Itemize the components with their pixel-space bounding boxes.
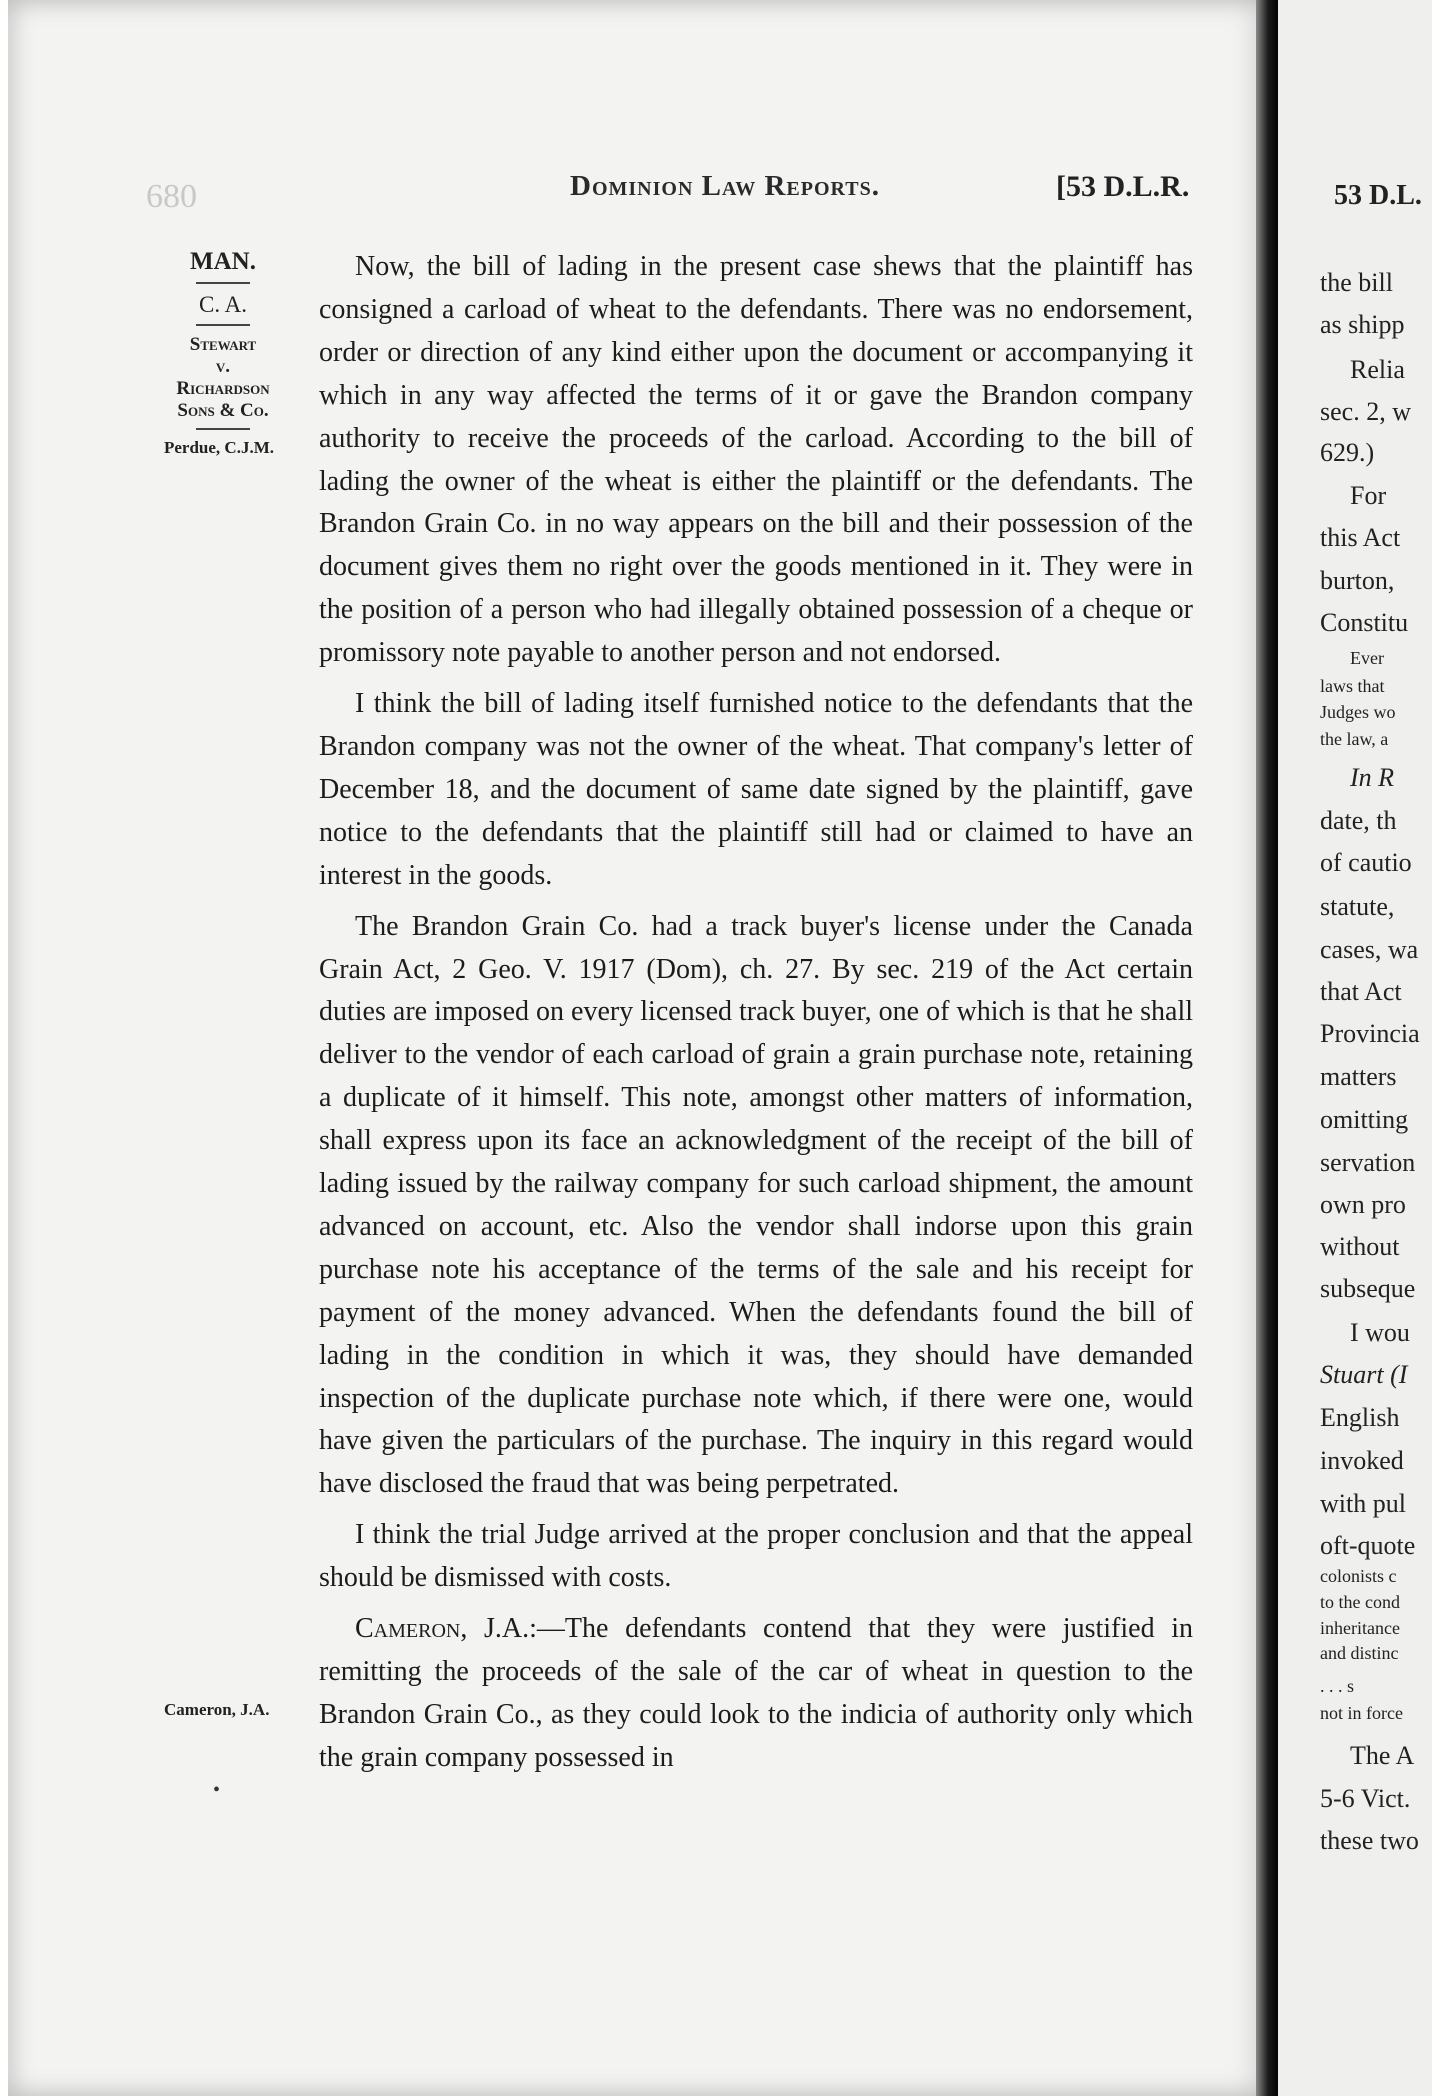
facing-page-line: laws that xyxy=(1320,676,1385,696)
facing-page-line: without xyxy=(1320,1232,1400,1261)
facing-page-line: sec. 2, w xyxy=(1320,397,1411,426)
judgment-text xyxy=(319,246,1193,1788)
divider xyxy=(196,428,250,430)
facing-page-line: as shipp xyxy=(1320,310,1405,339)
paragraph-text: :—The defendants contend that they were justified in remitting the proceeds of the sale of the car of wheat in question to the Brandon Grain Co., as they could look to the indicia of authority only which the grain company possessed in xyxy=(319,1613,1193,1773)
case-name-line: Stewart xyxy=(189,334,257,355)
facing-page-line: subseque xyxy=(1320,1274,1416,1303)
facing-page-line: and distinc xyxy=(1320,1643,1399,1663)
facing-page-line: oft-quote xyxy=(1320,1531,1416,1560)
case-name-line: Richardson xyxy=(176,378,270,399)
facing-page-line: the bill xyxy=(1320,268,1393,297)
facing-page-line: Stuart (I xyxy=(1320,1360,1408,1389)
paragraph: I think the bill of lading itself furnished notice to the defendants that the Brandon company was not the owner of the wheat. That company's letter of December 18, and the document of same date signed by the plaintiff, gave notice to the defendants that the plaintiff still had or claimed to have an interest in the goods. xyxy=(319,688,1193,891)
facing-page-line: Judges wo xyxy=(1320,702,1396,722)
court-label: MAN. xyxy=(190,248,256,275)
facing-page-line: . . . s xyxy=(1320,1676,1355,1696)
facing-page-line: burton, xyxy=(1320,566,1395,595)
facing-page-line: not in force xyxy=(1320,1703,1403,1723)
facing-page-line: colonists c xyxy=(1320,1566,1397,1586)
facing-page-line: inheritance xyxy=(1320,1618,1400,1638)
facing-page-line: of cautio xyxy=(1320,848,1412,877)
facing-page-line: with pul xyxy=(1320,1489,1406,1518)
facing-page-line: cases, wa xyxy=(1320,935,1419,964)
division-label: C. A. xyxy=(199,292,247,317)
paragraph: Now, the bill of lading in the present case shews that the plaintiff has consigned a carload of wheat to the defendants. There was no endorsement, order or direction of any kind either upon the document or accompanying it which in any way affected the terms of it or gave the Brandon company authority to receive the proceeds of the carload. According to the bill of lading the owner of the wheat is either the plaintiff or the defendants. The Brandon Grain Co. in no way appears on the bill and their possession of the document gives them no right over the goods mentioned in it. They were in the position of a person who had illegally obtained possession of a cheque or promissory note payable to another person and not endorsed. xyxy=(319,251,1193,669)
facing-page-line: I wou xyxy=(1350,1318,1410,1347)
book-gutter xyxy=(1256,0,1278,2096)
running-header-citation: [53 D.L.R. xyxy=(1056,170,1190,203)
facing-page-line: 5-6 Vict. xyxy=(1320,1784,1411,1813)
paragraph: The Brandon Grain Co. had a track buyer's license under the Canada Grain Act, 2 Geo. V. 1917 (Dom), ch. 27. By sec. 219 of the Act certain duties are imposed on every licensed track buyer, one of which is that he shall deliver to the vendor of each carload of grain a grain purchase note, retaining a duplicate of it himself. This note, amongst other matters of information, shall express upon its face an acknowledgment of the receipt of the bill of lading issued by the railway company for such carload shipment, the amount advanced on account, etc. Also the vendor shall indorse upon this grain purchase note his acceptance of the terms of the sale and his receipt for payment of the money advanced. When the defendants found the bill of lading in the condition in which it was, they should have demanded inspection of the duplicate purchase note which, if there were one, would have given the particulars of the purchase. The inquiry in this regard would have disclosed the fraud that was being perpetrated. xyxy=(319,910,1193,1500)
case-name-line: v. xyxy=(215,356,231,377)
facing-page-line: statute, xyxy=(1320,892,1395,921)
facing-page-line: For xyxy=(1350,481,1387,510)
page-number: 680 xyxy=(146,178,197,215)
facing-page-line: In R xyxy=(1350,763,1395,792)
facing-page-line: date, th xyxy=(1320,806,1397,835)
facing-page-line: 629.) xyxy=(1320,438,1375,467)
facing-page-line: Provincia xyxy=(1320,1019,1420,1048)
margin-notes xyxy=(138,248,308,458)
judge-label: Perdue, C.J.M. xyxy=(163,438,274,457)
facing-page-line: this Act xyxy=(1320,523,1401,552)
case-name-line: Sons & Co. xyxy=(177,400,269,421)
facing-page-line: matters xyxy=(1320,1062,1397,1091)
divider xyxy=(196,324,250,326)
facing-page-line: that Act xyxy=(1320,977,1402,1006)
facing-page-line: invoked xyxy=(1320,1446,1404,1475)
divider xyxy=(196,282,250,284)
facing-page-line: Relia xyxy=(1350,355,1405,384)
paragraph xyxy=(319,1608,1193,1780)
facing-page-line: servation xyxy=(1320,1148,1416,1177)
facing-page-line: to the cond xyxy=(1320,1592,1400,1612)
facing-page xyxy=(1278,0,1432,2096)
facing-page-line: Ever xyxy=(1350,648,1384,668)
facing-page-line: The A xyxy=(1350,1741,1415,1770)
facing-page-line: omitting xyxy=(1320,1105,1409,1134)
margin-mark: • xyxy=(213,1779,221,1801)
facing-page-line: Constitu xyxy=(1320,608,1409,637)
facing-page-line: the law, a xyxy=(1320,729,1389,749)
facing-page-line: own pro xyxy=(1320,1190,1406,1219)
running-header-title: Dominion Law Reports. xyxy=(570,170,880,202)
facing-page-header: 53 D.L. xyxy=(1334,180,1422,211)
judge-name: Cameron, J.A. xyxy=(355,1613,530,1645)
facing-page-line: these two xyxy=(1320,1826,1419,1855)
book-page xyxy=(8,0,1270,2096)
judge-label-cameron: Cameron, J.A. xyxy=(164,1700,270,1719)
facing-page-line: English xyxy=(1320,1403,1400,1432)
paragraph: I think the trial Judge arrived at the proper conclusion and that the appeal should be dismissed with costs. xyxy=(319,1519,1193,1594)
